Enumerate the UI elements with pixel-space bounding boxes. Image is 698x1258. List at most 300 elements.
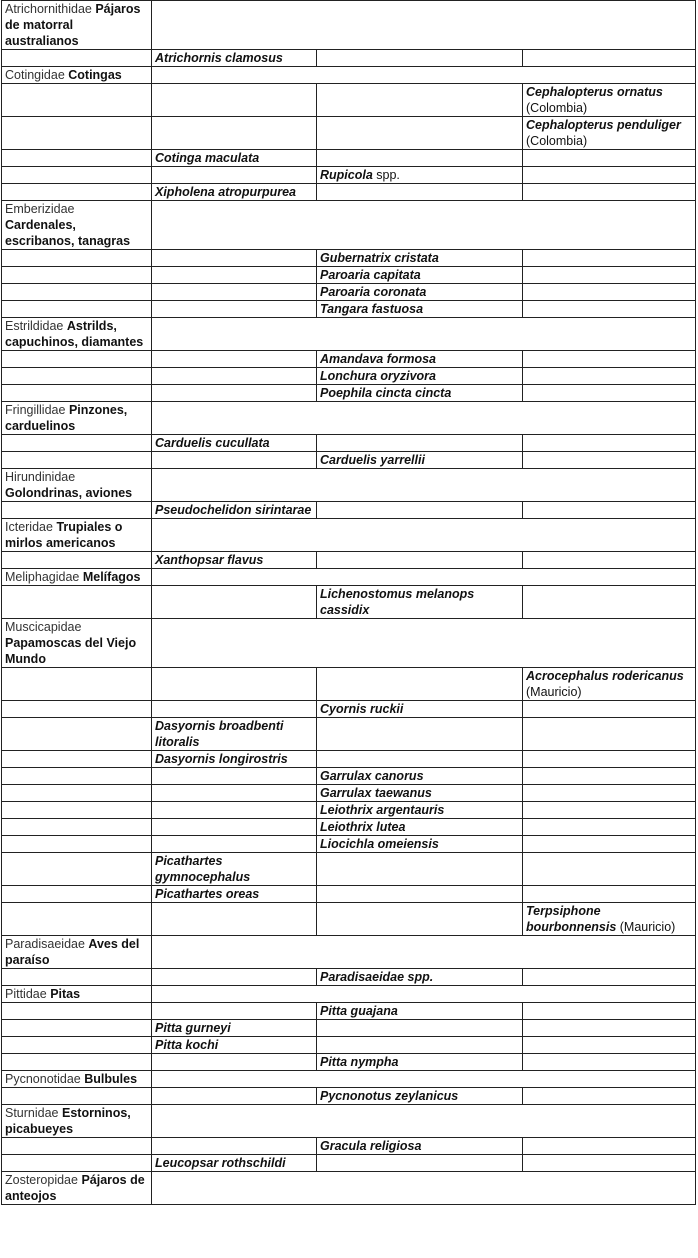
species-cell xyxy=(317,802,523,819)
empty-cell xyxy=(2,1155,152,1172)
empty-cell xyxy=(317,886,523,903)
family-name: Icteridae xyxy=(5,520,53,534)
empty-cell xyxy=(523,785,696,802)
empty-cell xyxy=(523,502,696,519)
empty-cell xyxy=(523,150,696,167)
empty-cell xyxy=(523,452,696,469)
family-row xyxy=(2,469,696,502)
empty-cell xyxy=(2,284,152,301)
species-name: Atrichornis clamosus xyxy=(155,51,283,65)
species-row xyxy=(2,819,696,836)
species-name: Cyornis ruckii xyxy=(320,702,404,716)
empty-cell xyxy=(152,802,317,819)
species-cell xyxy=(317,1003,523,1020)
family-cell xyxy=(2,519,152,552)
family-name: Paradisaeidae xyxy=(5,937,85,951)
species-cell xyxy=(317,768,523,785)
family-common-name: Cotingas xyxy=(68,68,122,82)
species-cell xyxy=(317,1088,523,1105)
species-cell xyxy=(152,50,317,67)
species-cell xyxy=(317,969,523,986)
empty-cell xyxy=(152,1088,317,1105)
empty-cell xyxy=(152,986,696,1003)
empty-cell xyxy=(317,502,523,519)
empty-cell xyxy=(152,785,317,802)
empty-cell xyxy=(523,284,696,301)
empty-cell xyxy=(317,903,523,936)
empty-cell xyxy=(152,267,317,284)
family-row xyxy=(2,1105,696,1138)
empty-cell xyxy=(523,802,696,819)
empty-cell xyxy=(152,1172,696,1205)
empty-cell xyxy=(2,150,152,167)
empty-cell xyxy=(523,50,696,67)
species-cell xyxy=(152,150,317,167)
empty-cell xyxy=(523,1020,696,1037)
empty-cell xyxy=(152,519,696,552)
species-row xyxy=(2,586,696,619)
species-cell xyxy=(317,301,523,318)
family-name: Muscicapidae xyxy=(5,620,82,634)
empty-cell xyxy=(523,167,696,184)
species-name: Rupicola xyxy=(320,168,373,182)
species-cell xyxy=(317,167,523,184)
empty-cell xyxy=(2,301,152,318)
empty-cell xyxy=(317,1155,523,1172)
family-common-name: Pájaros de matorral australianos xyxy=(5,2,141,48)
empty-cell xyxy=(2,267,152,284)
family-common-name: Golondrinas, aviones xyxy=(5,486,133,500)
species-name: Dasyornis broadbenti litoralis xyxy=(155,719,284,749)
family-name: Pittidae xyxy=(5,987,47,1001)
empty-cell xyxy=(2,84,152,117)
species-cell xyxy=(152,184,317,201)
empty-cell xyxy=(523,751,696,768)
species-name: Xipholena atropurpurea xyxy=(155,185,296,199)
species-row xyxy=(2,150,696,167)
empty-cell xyxy=(2,368,152,385)
species-cell xyxy=(317,250,523,267)
species-cell xyxy=(152,1155,317,1172)
empty-cell xyxy=(152,1054,317,1071)
empty-cell xyxy=(2,819,152,836)
species-name: Pseudochelidon sirintarae xyxy=(155,503,312,517)
empty-cell xyxy=(317,751,523,768)
species-row xyxy=(2,117,696,150)
species-row xyxy=(2,718,696,751)
family-name: Cotingidae xyxy=(5,68,65,82)
species-name: Leiothrix argentauris xyxy=(320,803,445,817)
species-name: Cephalopterus ornatus xyxy=(526,85,663,99)
family-common-name: Aves del paraíso xyxy=(5,937,140,967)
family-row xyxy=(2,619,696,668)
empty-cell xyxy=(523,718,696,751)
empty-cell xyxy=(2,1003,152,1020)
empty-cell xyxy=(317,1037,523,1054)
species-row xyxy=(2,701,696,718)
family-cell xyxy=(2,318,152,351)
species-cell xyxy=(152,886,317,903)
species-note: (Mauricio) xyxy=(526,685,582,699)
species-row xyxy=(2,1088,696,1105)
empty-cell xyxy=(2,586,152,619)
species-note: (Colombia) xyxy=(526,101,588,115)
empty-cell xyxy=(2,167,152,184)
family-cell xyxy=(2,402,152,435)
family-common-name: Cardenales, escribanos, tanagras xyxy=(5,218,131,248)
species-cell xyxy=(152,435,317,452)
empty-cell xyxy=(2,1020,152,1037)
species-cell xyxy=(317,586,523,619)
empty-cell xyxy=(2,1138,152,1155)
empty-cell xyxy=(2,117,152,150)
species-name: Amandava formosa xyxy=(320,352,437,366)
species-name: Garrulax taewanus xyxy=(320,786,432,800)
empty-cell xyxy=(152,936,696,969)
empty-cell xyxy=(317,853,523,886)
empty-cell xyxy=(523,853,696,886)
species-cell xyxy=(317,1054,523,1071)
family-row xyxy=(2,1,696,50)
empty-cell xyxy=(152,250,317,267)
empty-cell xyxy=(2,886,152,903)
empty-cell xyxy=(2,903,152,936)
empty-cell xyxy=(2,385,152,402)
species-cell xyxy=(317,785,523,802)
species-row xyxy=(2,1138,696,1155)
species-cell xyxy=(152,718,317,751)
family-cell xyxy=(2,469,152,502)
species-cell xyxy=(317,267,523,284)
family-name: Sturnidae xyxy=(5,1106,59,1120)
empty-cell xyxy=(2,552,152,569)
empty-cell xyxy=(523,1037,696,1054)
family-cell xyxy=(2,67,152,84)
family-row xyxy=(2,519,696,552)
species-row xyxy=(2,1054,696,1071)
species-name: Liocichla omeiensis xyxy=(320,837,439,851)
species-row xyxy=(2,452,696,469)
family-common-name: Pinzones, carduelinos xyxy=(5,403,128,433)
species-row xyxy=(2,284,696,301)
family-name: Zosteropidae xyxy=(5,1173,78,1187)
empty-cell xyxy=(2,452,152,469)
species-row xyxy=(2,50,696,67)
family-row xyxy=(2,936,696,969)
empty-cell xyxy=(523,351,696,368)
species-name: Terpsiphone bourbonnensis xyxy=(526,904,617,934)
species-row xyxy=(2,502,696,519)
species-name: Gubernatrix cristata xyxy=(320,251,439,265)
empty-cell xyxy=(152,351,317,368)
empty-cell xyxy=(523,701,696,718)
family-row xyxy=(2,986,696,1003)
empty-cell xyxy=(152,619,696,668)
empty-cell xyxy=(523,886,696,903)
family-cell xyxy=(2,201,152,250)
empty-cell xyxy=(152,469,696,502)
species-row xyxy=(2,1037,696,1054)
empty-cell xyxy=(152,167,317,184)
empty-cell xyxy=(152,284,317,301)
species-name: Dasyornis longirostris xyxy=(155,752,288,766)
species-name: Cephalopterus penduliger xyxy=(526,118,681,132)
empty-cell xyxy=(2,802,152,819)
species-row xyxy=(2,1003,696,1020)
species-row xyxy=(2,84,696,117)
species-cell xyxy=(523,84,696,117)
empty-cell xyxy=(523,1054,696,1071)
family-row xyxy=(2,1071,696,1088)
species-name: Pitta guajana xyxy=(320,1004,398,1018)
family-name: Pycnonotidae xyxy=(5,1072,81,1086)
empty-cell xyxy=(2,1054,152,1071)
species-name: Xanthopsar flavus xyxy=(155,553,264,567)
species-row xyxy=(2,836,696,853)
species-cell xyxy=(523,903,696,936)
species-name: Tangara fastuosa xyxy=(320,302,424,316)
family-row xyxy=(2,1172,696,1205)
empty-cell xyxy=(2,435,152,452)
empty-cell xyxy=(523,819,696,836)
empty-cell xyxy=(2,853,152,886)
empty-cell xyxy=(152,1105,696,1138)
species-name: Paroaria capitata xyxy=(320,268,421,282)
empty-cell xyxy=(317,84,523,117)
empty-cell xyxy=(152,1003,317,1020)
empty-cell xyxy=(152,318,696,351)
species-row xyxy=(2,301,696,318)
empty-cell xyxy=(317,184,523,201)
species-cell xyxy=(317,452,523,469)
empty-cell xyxy=(152,969,317,986)
species-row xyxy=(2,351,696,368)
empty-cell xyxy=(2,250,152,267)
species-row xyxy=(2,853,696,886)
family-common-name: Pitas xyxy=(50,987,81,1001)
species-name: Acrocephalus rodericanus xyxy=(526,669,684,683)
empty-cell xyxy=(2,751,152,768)
empty-cell xyxy=(2,668,152,701)
family-row xyxy=(2,569,696,586)
empty-cell xyxy=(523,385,696,402)
species-row xyxy=(2,785,696,802)
species-cell xyxy=(152,1037,317,1054)
empty-cell xyxy=(152,768,317,785)
empty-cell xyxy=(2,836,152,853)
species-name: Carduelis cucullata xyxy=(155,436,270,450)
family-cell xyxy=(2,569,152,586)
family-name: Emberizidae xyxy=(5,202,75,216)
family-common-name: Astrilds, capuchinos, diamantes xyxy=(5,319,144,349)
family-common-name: Estorninos, picabueyes xyxy=(5,1106,131,1136)
family-common-name: Papamoscas del Viejo Mundo xyxy=(5,636,137,666)
species-name: Garrulax canorus xyxy=(320,769,424,783)
empty-cell xyxy=(523,1003,696,1020)
species-cell xyxy=(152,1020,317,1037)
species-table-body xyxy=(2,1,696,1205)
family-common-name: Pájaros de anteojos xyxy=(5,1173,145,1203)
empty-cell xyxy=(152,402,696,435)
empty-cell xyxy=(2,785,152,802)
species-cell xyxy=(317,385,523,402)
empty-cell xyxy=(523,836,696,853)
species-cell xyxy=(317,368,523,385)
species-cell xyxy=(317,351,523,368)
species-row xyxy=(2,267,696,284)
species-name: Paroaria coronata xyxy=(320,285,427,299)
empty-cell xyxy=(317,552,523,569)
species-name: Poephila cincta cincta xyxy=(320,386,452,400)
empty-cell xyxy=(2,718,152,751)
empty-cell xyxy=(523,184,696,201)
empty-cell xyxy=(523,969,696,986)
empty-cell xyxy=(317,435,523,452)
family-cell xyxy=(2,1071,152,1088)
family-name: Estrildidae xyxy=(5,319,64,333)
empty-cell xyxy=(2,969,152,986)
empty-cell xyxy=(523,586,696,619)
species-cell xyxy=(317,284,523,301)
species-name: Leucopsar rothschildi xyxy=(155,1156,286,1170)
empty-cell xyxy=(2,351,152,368)
species-cell xyxy=(152,552,317,569)
empty-cell xyxy=(152,452,317,469)
empty-cell xyxy=(152,385,317,402)
empty-cell xyxy=(317,150,523,167)
empty-cell xyxy=(2,768,152,785)
empty-cell xyxy=(317,668,523,701)
empty-cell xyxy=(523,267,696,284)
species-row xyxy=(2,768,696,785)
empty-cell xyxy=(152,569,696,586)
empty-cell xyxy=(523,552,696,569)
family-cell xyxy=(2,986,152,1003)
empty-cell xyxy=(152,84,317,117)
family-cell xyxy=(2,1105,152,1138)
empty-cell xyxy=(152,668,317,701)
family-row xyxy=(2,67,696,84)
species-cell xyxy=(317,1138,523,1155)
empty-cell xyxy=(2,184,152,201)
empty-cell xyxy=(152,903,317,936)
empty-cell xyxy=(317,718,523,751)
empty-cell xyxy=(2,50,152,67)
empty-cell xyxy=(523,435,696,452)
family-common-name: Trupiales o mirlos americanos xyxy=(5,520,123,550)
species-cell xyxy=(523,668,696,701)
species-name: Gracula religiosa xyxy=(320,1139,422,1153)
empty-cell xyxy=(152,1,696,50)
empty-cell xyxy=(152,1071,696,1088)
species-name: Lonchura oryzivora xyxy=(320,369,436,383)
family-cell xyxy=(2,1,152,50)
species-cell xyxy=(317,819,523,836)
species-name: Picathartes oreas xyxy=(155,887,260,901)
empty-cell xyxy=(152,301,317,318)
species-cell xyxy=(152,853,317,886)
empty-cell xyxy=(152,368,317,385)
empty-cell xyxy=(152,67,696,84)
empty-cell xyxy=(523,301,696,318)
empty-cell xyxy=(152,201,696,250)
family-row xyxy=(2,201,696,250)
species-row xyxy=(2,751,696,768)
species-cell xyxy=(152,502,317,519)
family-common-name: Melífagos xyxy=(82,570,141,584)
species-name: Pitta kochi xyxy=(155,1038,219,1052)
empty-cell xyxy=(2,502,152,519)
empty-cell xyxy=(523,368,696,385)
family-name: Atrichornithidae xyxy=(5,2,92,16)
species-name: Cotinga maculata xyxy=(155,151,260,165)
empty-cell xyxy=(152,836,317,853)
species-table xyxy=(1,0,696,1205)
species-name: Picathartes gymnocephalus xyxy=(155,854,251,884)
family-cell xyxy=(2,1172,152,1205)
empty-cell xyxy=(152,819,317,836)
species-row xyxy=(2,668,696,701)
empty-cell xyxy=(2,1088,152,1105)
species-row xyxy=(2,184,696,201)
family-name: Fringillidae xyxy=(5,403,66,417)
species-name: Carduelis yarrellii xyxy=(320,453,425,467)
species-row xyxy=(2,385,696,402)
empty-cell xyxy=(152,586,317,619)
species-cell xyxy=(317,836,523,853)
species-row xyxy=(2,802,696,819)
species-cell xyxy=(317,701,523,718)
species-row xyxy=(2,969,696,986)
empty-cell xyxy=(523,1138,696,1155)
empty-cell xyxy=(2,1037,152,1054)
family-row xyxy=(2,402,696,435)
species-cell xyxy=(152,751,317,768)
species-name: Lichenostomus melanops cassidix xyxy=(320,587,475,617)
empty-cell xyxy=(152,1138,317,1155)
empty-cell xyxy=(523,768,696,785)
empty-cell xyxy=(523,250,696,267)
empty-cell xyxy=(152,701,317,718)
species-row xyxy=(2,250,696,267)
species-row xyxy=(2,886,696,903)
species-row xyxy=(2,1020,696,1037)
species-cell xyxy=(523,117,696,150)
species-note: spp. xyxy=(376,168,400,182)
species-name: Pycnonotus zeylanicus xyxy=(320,1089,459,1103)
species-note: (Colombia) xyxy=(526,134,588,148)
empty-cell xyxy=(2,701,152,718)
empty-cell xyxy=(523,1088,696,1105)
species-row xyxy=(2,903,696,936)
family-name: Meliphagidae xyxy=(5,570,80,584)
species-row xyxy=(2,167,696,184)
species-name: Pitta gurneyi xyxy=(155,1021,231,1035)
species-row xyxy=(2,368,696,385)
empty-cell xyxy=(317,50,523,67)
species-name: Leiothrix lutea xyxy=(320,820,406,834)
species-row xyxy=(2,552,696,569)
empty-cell xyxy=(317,1020,523,1037)
species-name: Paradisaeidae spp. xyxy=(320,970,434,984)
family-common-name: Bulbules xyxy=(84,1072,138,1086)
family-name: Hirundinidae xyxy=(5,470,76,484)
species-name: Pitta nympha xyxy=(320,1055,399,1069)
empty-cell xyxy=(152,117,317,150)
family-row xyxy=(2,318,696,351)
empty-cell xyxy=(317,117,523,150)
species-note: (Mauricio) xyxy=(619,920,676,934)
